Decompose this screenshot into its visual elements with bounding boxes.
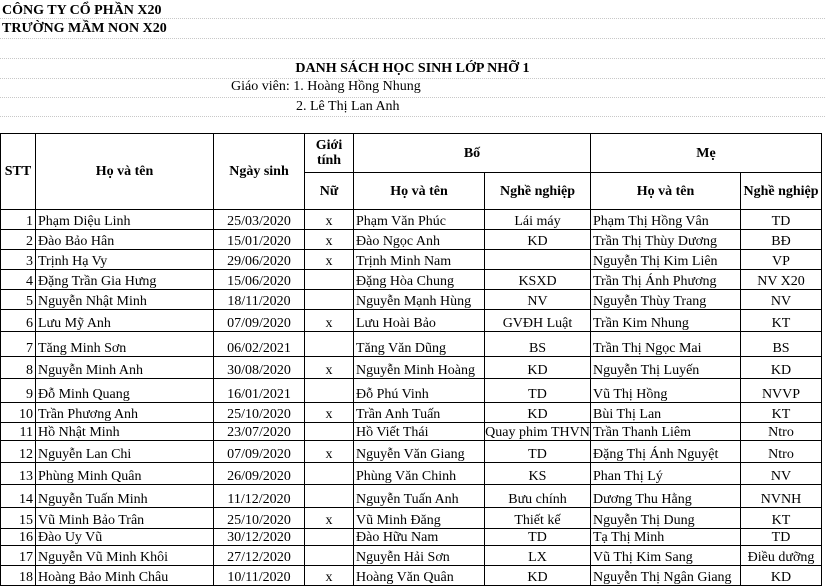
cell-mother-name[interactable]: Bùi Thị Lan — [591, 403, 741, 423]
header-stt[interactable]: STT — [1, 134, 36, 210]
cell-stt[interactable]: 6 — [1, 310, 36, 332]
cell-father-name[interactable]: Vũ Minh Đăng — [354, 508, 485, 529]
cell-mother-name[interactable]: Dương Thu Hằng — [591, 485, 741, 508]
cell-mother-name[interactable]: Trần Thị Ngọc Mai — [591, 332, 741, 357]
cell-mother-job[interactable]: Ntro — [741, 423, 822, 441]
table-row — [1, 230, 822, 250]
cell-father-job[interactable]: TD — [485, 441, 591, 463]
table-row — [1, 290, 822, 310]
cell-mother-name[interactable]: Trần Thị Ánh Phương — [591, 270, 741, 290]
cell-dob[interactable]: 07/09/2020 — [214, 441, 305, 463]
cell-stt[interactable]: 7 — [1, 332, 36, 357]
header-gender[interactable]: Giới tính — [305, 134, 354, 173]
cell-dob[interactable]: 18/11/2020 — [214, 290, 305, 310]
cell-dob[interactable]: 30/08/2020 — [214, 357, 305, 379]
table-row — [1, 250, 822, 270]
cell-mother-name[interactable]: Nguyễn Thị Ngân Giang — [591, 566, 741, 586]
cell-student-name[interactable]: Phùng Minh Quân — [36, 463, 214, 485]
cell-student-name[interactable]: Trần Phương Anh — [36, 403, 214, 423]
cell-female[interactable] — [305, 529, 354, 546]
cell-mother-job[interactable]: KD — [741, 357, 822, 379]
cell-female[interactable] — [305, 379, 354, 403]
header-mother[interactable]: Mẹ — [591, 134, 822, 173]
cell-father-job[interactable]: KD — [485, 230, 591, 250]
document-title[interactable]: DANH SÁCH HỌC SINH LỚP NHỠ 1 — [295, 61, 530, 76]
table-row — [1, 270, 822, 290]
cell-female[interactable]: x — [305, 508, 354, 529]
teacher-line-1[interactable]: Giáo viên: 1. Hoàng Hồng Nhung — [231, 79, 421, 94]
cell-mother-name[interactable]: Đặng Thị Ánh Nguyệt — [591, 441, 741, 463]
cell-student-name[interactable]: Nguyễn Tuấn Minh — [36, 485, 214, 508]
table-row — [1, 463, 822, 485]
cell-mother-name[interactable]: Nguyễn Thùy Trang — [591, 290, 741, 310]
cell-father-name[interactable]: Đào Hữu Nam — [354, 529, 485, 546]
table-row — [1, 403, 822, 423]
cell-mother-job[interactable]: VP — [741, 250, 822, 270]
cell-father-job[interactable]: TD — [485, 529, 591, 546]
cell-dob[interactable]: 25/10/2020 — [214, 508, 305, 529]
cell-female[interactable] — [305, 485, 354, 508]
cell-father-name[interactable]: Đặng Hòa Chung — [354, 270, 485, 290]
table-row — [1, 566, 822, 586]
table-row — [1, 310, 822, 332]
cell-father-name[interactable]: Lưu Hoài Bảo — [354, 310, 485, 332]
cell-female[interactable]: x — [305, 566, 354, 586]
cell-stt[interactable]: 11 — [1, 423, 36, 441]
cell-female[interactable] — [305, 546, 354, 566]
cell-stt[interactable]: 14 — [1, 485, 36, 508]
sheet-gridline — [0, 58, 825, 59]
cell-dob[interactable]: 30/12/2020 — [214, 529, 305, 546]
cell-female[interactable]: x — [305, 230, 354, 250]
cell-mother-job[interactable]: NV — [741, 290, 822, 310]
cell-father-name[interactable]: Nguyễn Mạnh Hùng — [354, 290, 485, 310]
cell-dob[interactable]: 25/03/2020 — [214, 210, 305, 230]
cell-mother-name[interactable]: Nguyễn Thị Kim Liên — [591, 250, 741, 270]
cell-dob[interactable]: 25/10/2020 — [214, 403, 305, 423]
cell-mother-job[interactable]: KT — [741, 310, 822, 332]
cell-father-job[interactable]: Lái máy — [485, 210, 591, 230]
cell-father-job[interactable]: TD — [485, 379, 591, 403]
cell-mother-name[interactable]: Trần Thị Thùy Dương — [591, 230, 741, 250]
cell-dob[interactable]: 29/06/2020 — [214, 250, 305, 270]
table-row — [1, 441, 822, 463]
cell-father-name[interactable]: Phùng Văn Chinh — [354, 463, 485, 485]
sheet-gridline — [0, 116, 825, 117]
cell-student-name[interactable]: Đặng Trần Gia Hưng — [36, 270, 214, 290]
header-dob[interactable]: Ngày sinh — [214, 134, 305, 210]
cell-student-name[interactable]: Đào Uy Vũ — [36, 529, 214, 546]
table-row — [1, 508, 822, 529]
cell-mother-name[interactable]: Nguyễn Thị Luyến — [591, 357, 741, 379]
cell-female[interactable]: x — [305, 357, 354, 379]
cell-stt[interactable]: 1 — [1, 210, 36, 230]
cell-stt[interactable]: 8 — [1, 357, 36, 379]
cell-stt[interactable]: 17 — [1, 546, 36, 566]
cell-father-job[interactable] — [485, 250, 591, 270]
header-father[interactable]: Bố — [354, 134, 591, 173]
cell-student-name[interactable]: Vũ Minh Bảo Trân — [36, 508, 214, 529]
cell-female[interactable] — [305, 270, 354, 290]
cell-female[interactable] — [305, 463, 354, 485]
cell-mother-job[interactable]: BS — [741, 332, 822, 357]
cell-father-name[interactable]: Nguyễn Minh Hoàng — [354, 357, 485, 379]
cell-mother-name[interactable]: Vũ Thị Kim Sang — [591, 546, 741, 566]
cell-mother-name[interactable]: Tạ Thị Minh — [591, 529, 741, 546]
cell-father-name[interactable]: Phạm Văn Phúc — [354, 210, 485, 230]
table-row — [1, 332, 822, 357]
cell-female[interactable] — [305, 332, 354, 357]
cell-student-name[interactable]: Nguyễn Minh Anh — [36, 357, 214, 379]
cell-student-name[interactable]: Hoàng Bảo Minh Châu — [36, 566, 214, 586]
cell-student-name[interactable]: Nguyễn Lan Chi — [36, 441, 214, 463]
cell-mother-job[interactable]: NVNH — [741, 485, 822, 508]
cell-father-job[interactable]: BS — [485, 332, 591, 357]
header-student-name[interactable]: Họ và tên — [36, 134, 214, 210]
cell-dob[interactable]: 15/06/2020 — [214, 270, 305, 290]
cell-father-job[interactable]: KD — [485, 357, 591, 379]
cell-father-name[interactable]: Đỗ Phú Vinh — [354, 379, 485, 403]
cell-father-name[interactable]: Nguyễn Tuấn Anh — [354, 485, 485, 508]
header-mother-name[interactable]: Họ và tên — [591, 173, 741, 210]
cell-mother-job[interactable]: TD — [741, 529, 822, 546]
cell-stt[interactable]: 9 — [1, 379, 36, 403]
cell-student-name[interactable]: Trịnh Hạ Vy — [36, 250, 214, 270]
cell-dob[interactable]: 10/11/2020 — [214, 566, 305, 586]
cell-stt[interactable]: 16 — [1, 529, 36, 546]
cell-student-name[interactable]: Đỗ Minh Quang — [36, 379, 214, 403]
cell-mother-name[interactable]: Phạm Thị Hồng Vân — [591, 210, 741, 230]
cell-female[interactable]: x — [305, 210, 354, 230]
cell-student-name[interactable]: Hồ Nhật Minh — [36, 423, 214, 441]
cell-student-name[interactable]: Lưu Mỹ Anh — [36, 310, 214, 332]
cell-dob[interactable]: 07/09/2020 — [214, 310, 305, 332]
cell-mother-job[interactable]: NV X20 — [741, 270, 822, 290]
cell-father-job[interactable]: Thiết kế — [485, 508, 591, 529]
cell-female[interactable]: x — [305, 310, 354, 332]
header-mother-job[interactable]: Nghề nghiệp — [741, 173, 822, 210]
cell-mother-job[interactable]: BĐ — [741, 230, 822, 250]
sheet-gridline — [0, 38, 825, 39]
cell-student-name[interactable]: Đào Bảo Hân — [36, 230, 214, 250]
cell-father-job[interactable]: KD — [485, 403, 591, 423]
cell-mother-name[interactable]: Trần Thanh Liêm — [591, 423, 741, 441]
cell-student-name[interactable]: Phạm Diệu Linh — [36, 210, 214, 230]
cell-mother-job[interactable]: KT — [741, 403, 822, 423]
cell-female[interactable] — [305, 290, 354, 310]
cell-father-name[interactable]: Trịnh Minh Nam — [354, 250, 485, 270]
cell-dob[interactable]: 11/12/2020 — [214, 485, 305, 508]
cell-stt[interactable]: 4 — [1, 270, 36, 290]
cell-female[interactable] — [305, 423, 354, 441]
cell-stt[interactable]: 3 — [1, 250, 36, 270]
table-row — [1, 546, 822, 566]
cell-mother-job[interactable]: Ntro — [741, 441, 822, 463]
table-row — [1, 379, 822, 403]
cell-father-job[interactable]: LX — [485, 546, 591, 566]
cell-dob[interactable]: 15/01/2020 — [214, 230, 305, 250]
cell-stt[interactable]: 13 — [1, 463, 36, 485]
cell-father-job[interactable]: Bưu chính — [485, 485, 591, 508]
cell-female[interactable]: x — [305, 441, 354, 463]
cell-father-job[interactable]: NV — [485, 290, 591, 310]
cell-stt[interactable]: 2 — [1, 230, 36, 250]
cell-female[interactable]: x — [305, 250, 354, 270]
cell-mother-job[interactable]: KD — [741, 566, 822, 586]
cell-father-name[interactable]: Trần Anh Tuấn — [354, 403, 485, 423]
cell-mother-job[interactable]: TD — [741, 210, 822, 230]
cell-student-name[interactable]: Nguyễn Nhật Minh — [36, 290, 214, 310]
cell-father-name[interactable]: Hoàng Văn Quân — [354, 566, 485, 586]
cell-mother-job[interactable]: NVVP — [741, 379, 822, 403]
cell-father-name[interactable]: Hồ Viết Thái — [354, 423, 485, 441]
teacher-line-2[interactable]: 2. Lê Thị Lan Anh — [296, 99, 400, 114]
cell-dob[interactable]: 16/01/2021 — [214, 379, 305, 403]
cell-father-name[interactable]: Nguyễn Văn Giang — [354, 441, 485, 463]
header-female[interactable]: Nữ — [305, 173, 354, 210]
cell-student-name[interactable]: Nguyễn Vũ Minh Khôi — [36, 546, 214, 566]
cell-dob[interactable]: 06/02/2021 — [214, 332, 305, 357]
table-row — [1, 485, 822, 508]
cell-mother-name[interactable]: Trần Kim Nhung — [591, 310, 741, 332]
cell-father-job[interactable]: KD — [485, 566, 591, 586]
cell-stt[interactable]: 5 — [1, 290, 36, 310]
cell-dob[interactable]: 23/07/2020 — [214, 423, 305, 441]
cell-mother-job[interactable]: Điều dưỡng — [741, 546, 822, 566]
cell-father-job[interactable]: Quay phim THVN — [485, 423, 591, 441]
company-name[interactable]: CÔNG TY CỔ PHẦN X20 — [2, 3, 162, 18]
cell-stt[interactable]: 12 — [1, 441, 36, 463]
table-row — [1, 423, 822, 441]
cell-father-name[interactable]: Nguyễn Hải Sơn — [354, 546, 485, 566]
cell-mother-name[interactable]: Vũ Thị Hồng — [591, 379, 741, 403]
cell-mother-job[interactable]: NV — [741, 463, 822, 485]
table-row — [1, 210, 822, 230]
cell-mother-job[interactable]: KT — [741, 508, 822, 529]
student-roster-table — [0, 133, 822, 586]
cell-mother-name[interactable]: Nguyễn Thị Dung — [591, 508, 741, 529]
school-name[interactable]: TRƯỜNG MẦM NON X20 — [2, 21, 167, 36]
cell-father-job[interactable]: GVĐH Luật — [485, 310, 591, 332]
cell-father-job[interactable]: KS — [485, 463, 591, 485]
cell-stt[interactable]: 18 — [1, 566, 36, 586]
cell-father-job[interactable]: KSXD — [485, 270, 591, 290]
table-row — [1, 529, 822, 546]
cell-female[interactable]: x — [305, 403, 354, 423]
cell-stt[interactable]: 10 — [1, 403, 36, 423]
cell-father-name[interactable]: Tăng Văn Dũng — [354, 332, 485, 357]
cell-dob[interactable]: 26/09/2020 — [214, 463, 305, 485]
cell-mother-name[interactable]: Phan Thị Lý — [591, 463, 741, 485]
sheet-gridline — [0, 97, 825, 98]
cell-stt[interactable]: 15 — [1, 508, 36, 529]
table-row — [1, 357, 822, 379]
header-father-name[interactable]: Họ và tên — [354, 173, 485, 210]
header-father-job[interactable]: Nghề nghiệp — [485, 173, 591, 210]
cell-dob[interactable]: 27/12/2020 — [214, 546, 305, 566]
cell-student-name[interactable]: Tăng Minh Sơn — [36, 332, 214, 357]
cell-father-name[interactable]: Đào Ngọc Anh — [354, 230, 485, 250]
